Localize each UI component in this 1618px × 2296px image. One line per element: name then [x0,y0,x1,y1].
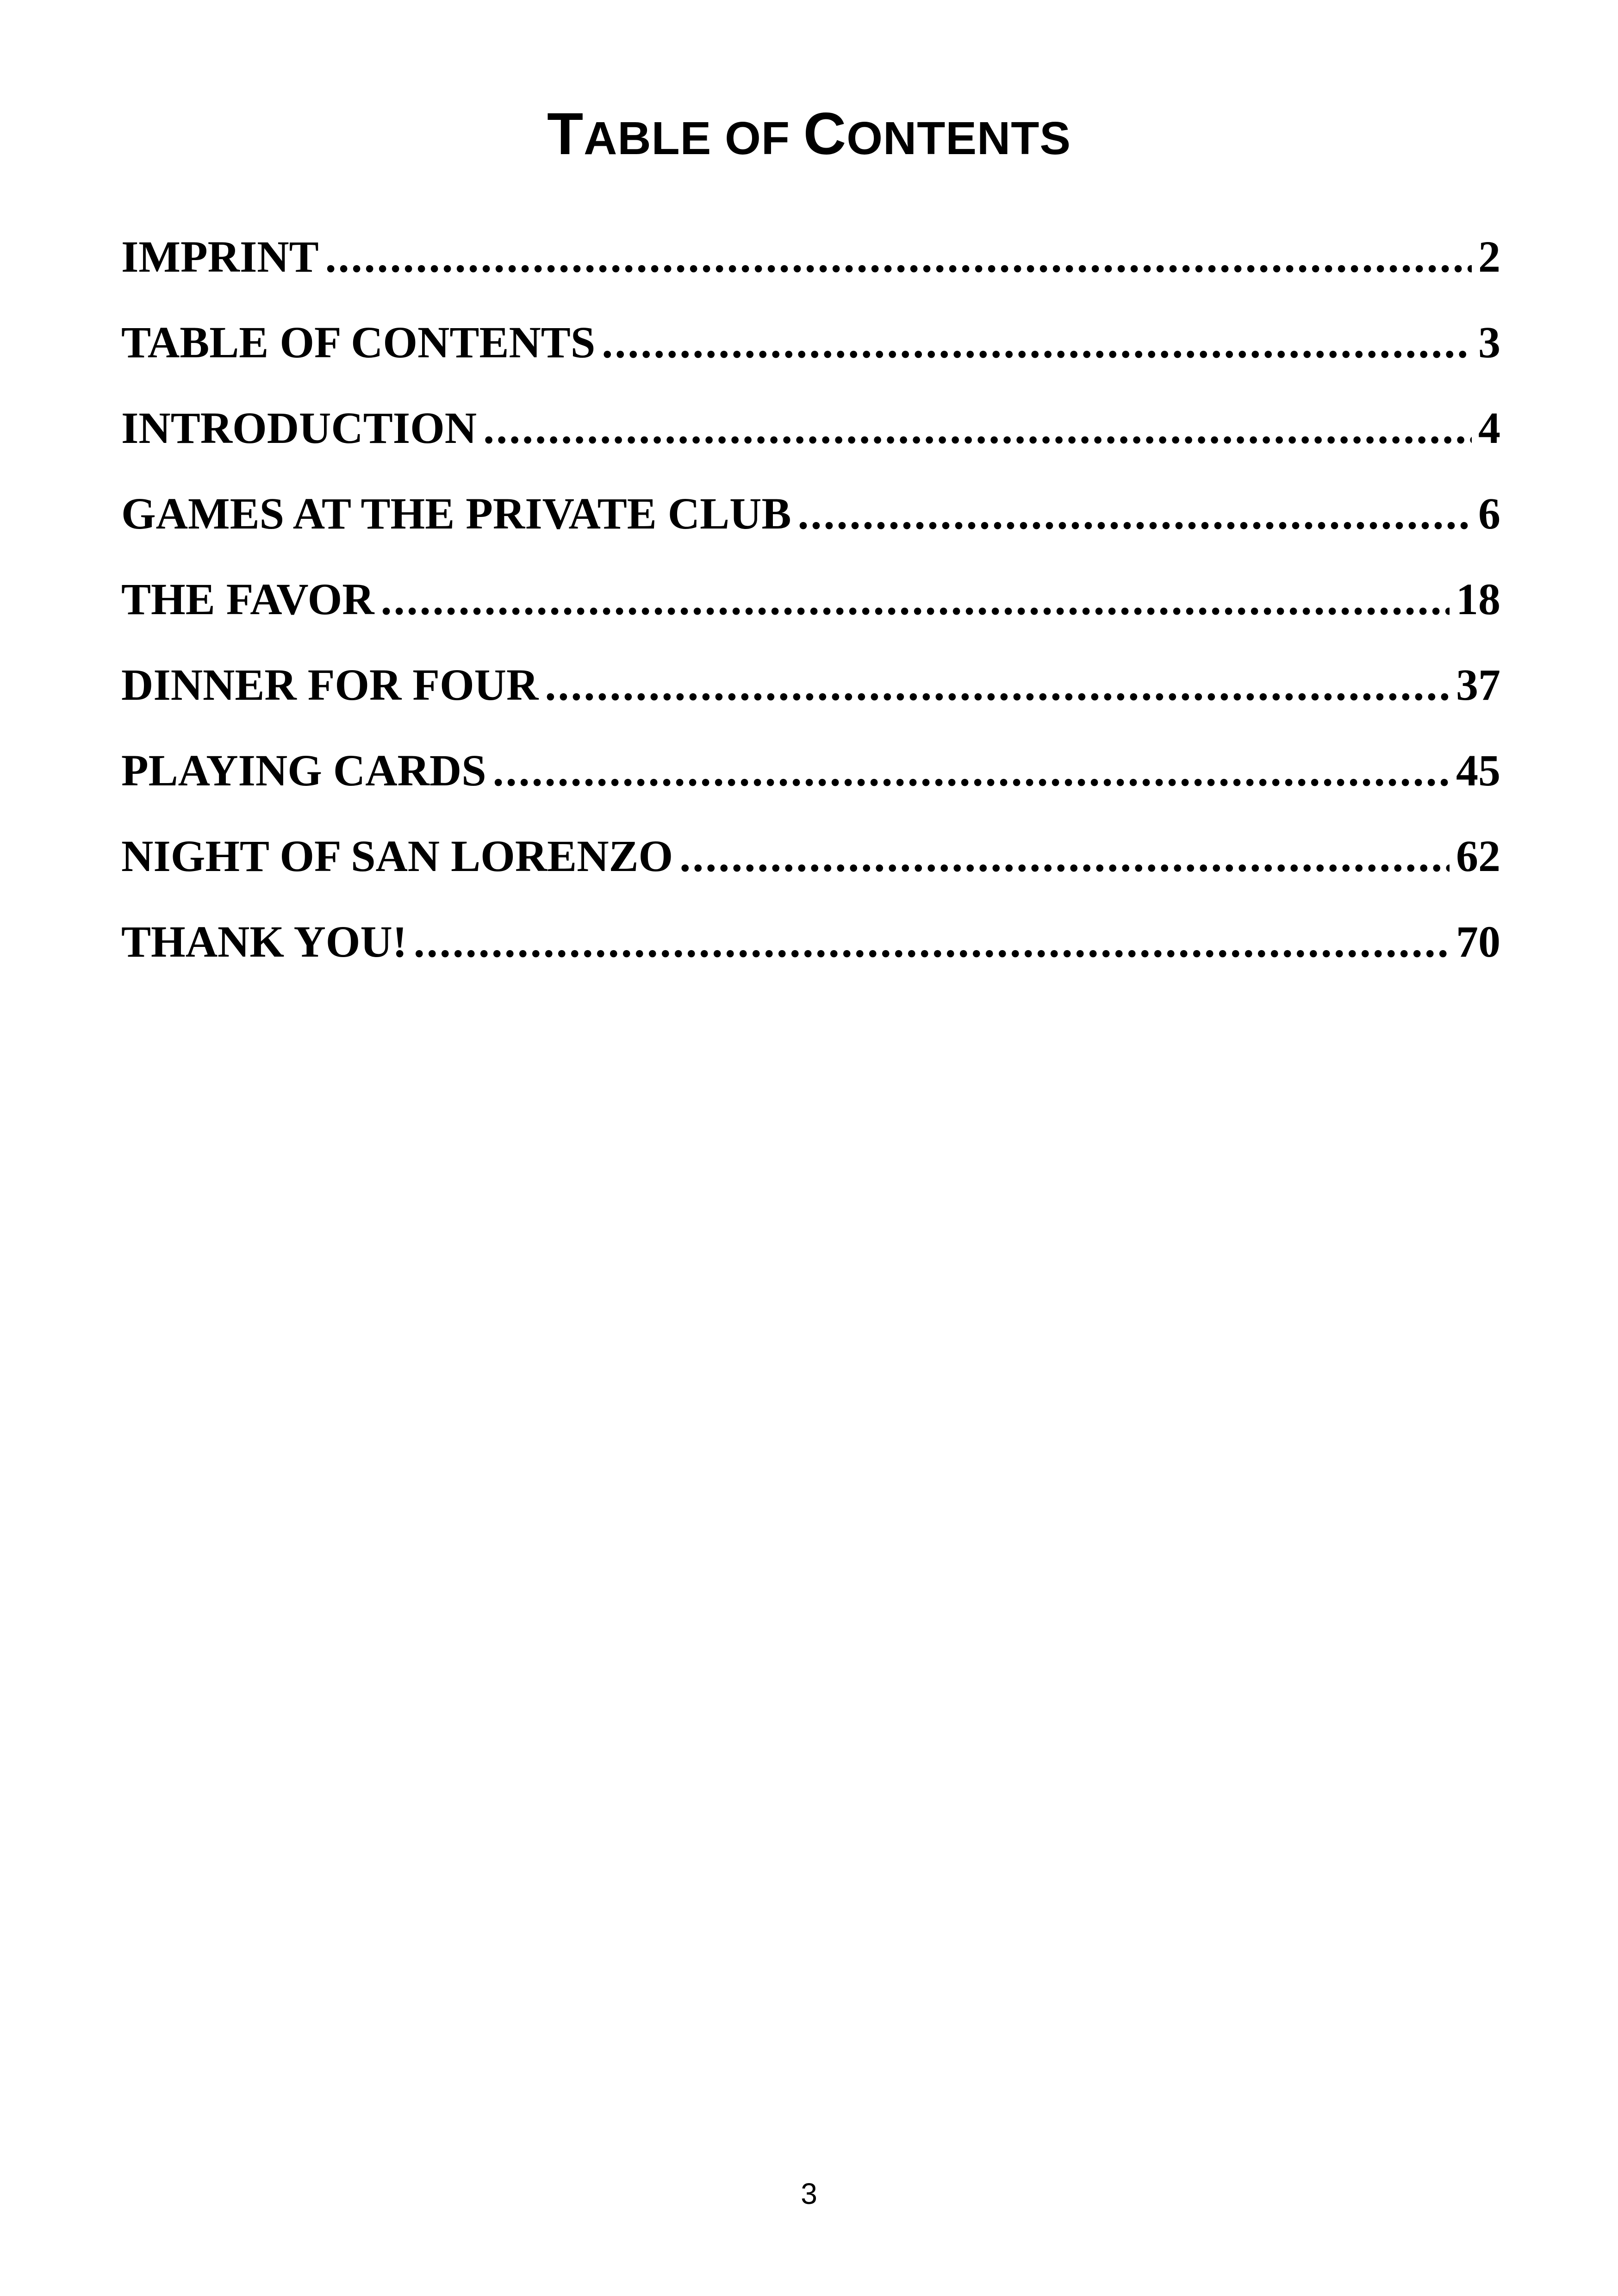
page-title [0,97,1618,175]
toc-entry-page: 37 [1456,660,1500,709]
title-rest-2: ONTENTS [846,112,1071,164]
toc-dot-leader [493,736,1450,805]
toc-dot-leader [679,821,1450,891]
toc-dot-leader [545,650,1450,720]
toc-entry-title: DINNER FOR FOUR [121,660,539,709]
page-number: 3 [801,2177,817,2210]
toc-entry-page: 2 [1478,232,1500,281]
toc-dot-leader [381,565,1450,634]
toc-entry-table-of-contents[interactable] [121,308,1500,393]
toc-dot-leader [602,308,1472,377]
title-cap-t: T [547,101,584,167]
toc-entry-page: 62 [1456,831,1500,881]
toc-entry-title: THANK YOU! [121,917,407,966]
toc-entry-title: IMPRINT [121,232,319,281]
table-of-contents [121,222,1500,993]
toc-entry-dinner-for-four[interactable] [121,650,1500,736]
toc-entry-page: 3 [1478,317,1500,367]
toc-dot-leader [798,479,1472,548]
toc-entry-imprint[interactable] [121,222,1500,308]
toc-entry-page: 4 [1478,403,1500,453]
toc-entry-thank-you[interactable] [121,907,1500,993]
toc-entry-page: 45 [1456,746,1500,795]
toc-entry-title: NIGHT OF SAN LORENZO [121,831,673,881]
title-cap-c: C [803,101,847,167]
title-rest-1: ABLE OF [584,112,803,164]
toc-entry-title: PLAYING CARDS [121,746,486,795]
toc-entry-title: THE FAVOR [121,574,374,624]
toc-entry-games-at-the-private-club[interactable] [121,479,1500,565]
toc-entry-page: 70 [1456,917,1500,966]
toc-entry-introduction[interactable] [121,393,1500,479]
toc-entry-page: 6 [1478,489,1500,538]
toc-entry-title: TABLE OF CONTENTS [121,317,596,367]
toc-dot-leader [483,393,1472,463]
toc-entry-title: INTRODUCTION [121,403,477,453]
toc-entry-title: GAMES AT THE PRIVATE CLUB [121,489,791,538]
toc-entry-night-of-san-lorenzo[interactable] [121,821,1500,907]
toc-dot-leader [414,907,1450,977]
toc-dot-leader [325,222,1472,292]
toc-entry-page: 18 [1456,574,1500,624]
toc-entry-the-favor[interactable] [121,565,1500,650]
toc-entry-playing-cards[interactable] [121,736,1500,821]
